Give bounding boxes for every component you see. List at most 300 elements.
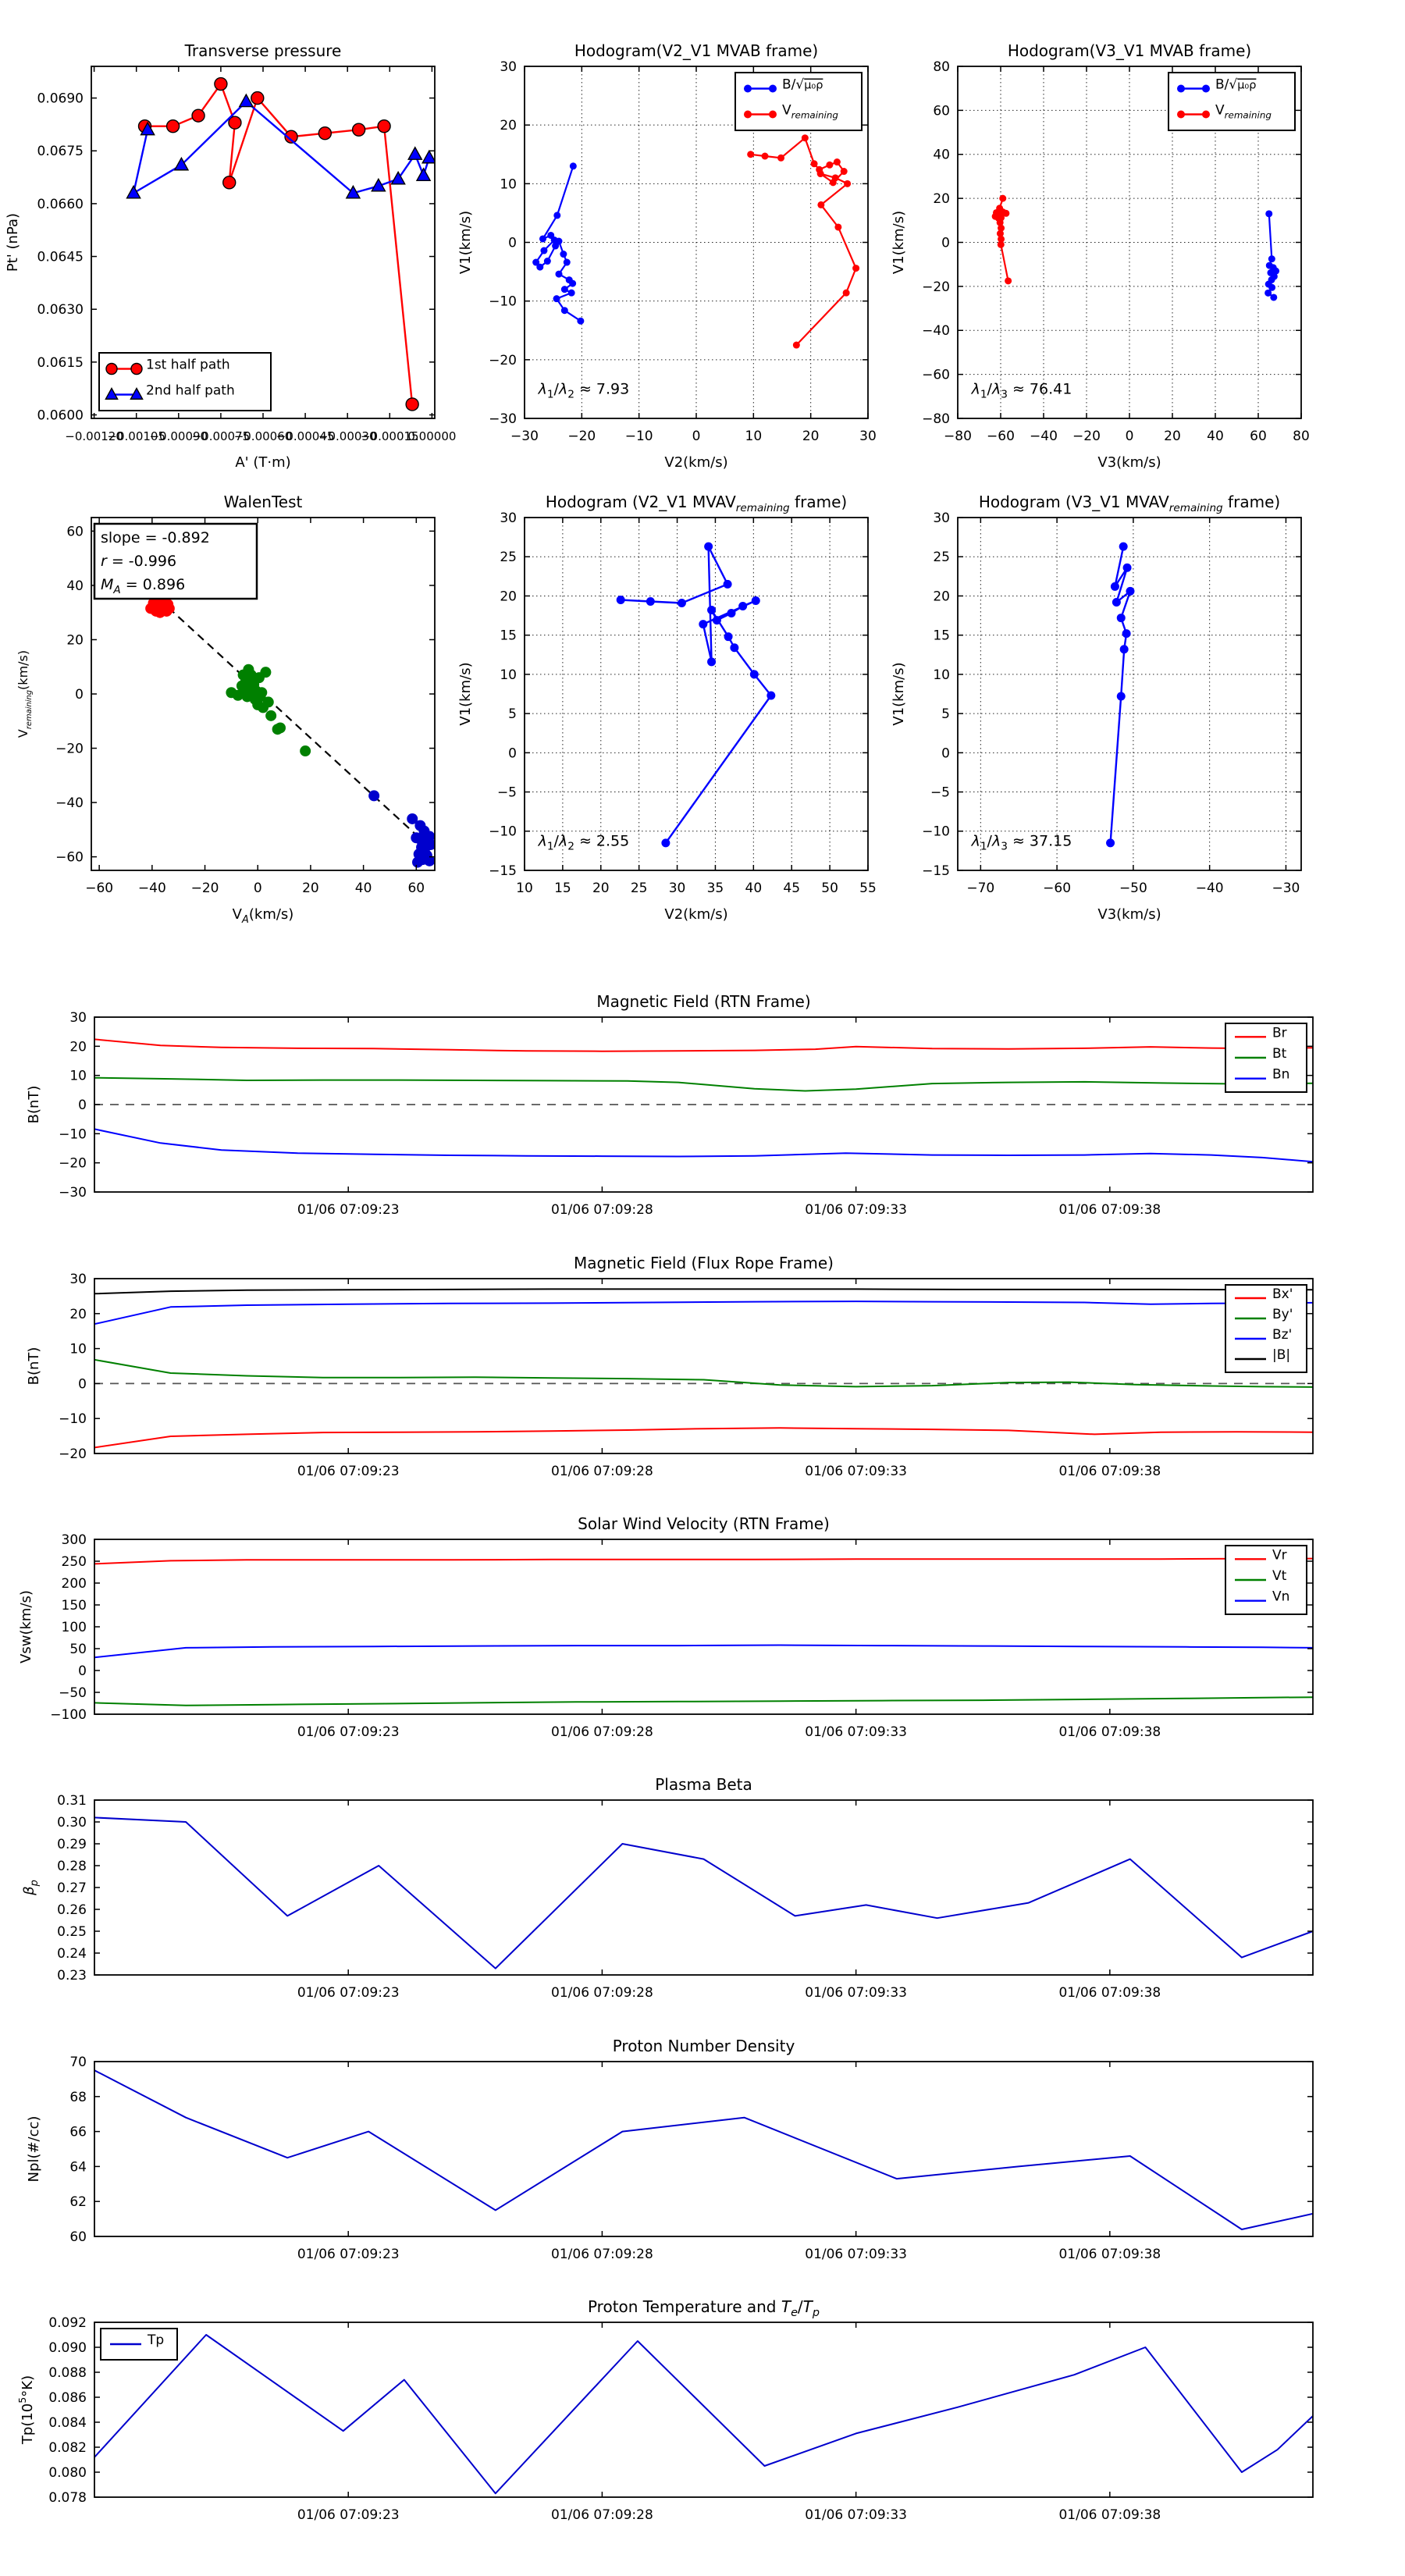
- y-tick-label: −80: [922, 411, 950, 427]
- y-tick-label: 10: [69, 1341, 87, 1357]
- y-tick-label: 0.28: [57, 1858, 87, 1874]
- series-line-B-mag: [94, 1289, 1313, 1293]
- x-tick-label: −0.00105: [107, 429, 166, 443]
- data-point-marker: [1177, 85, 1185, 93]
- x-tick-label: −80: [944, 429, 972, 444]
- y-axis-label: Npl(#/cc): [26, 2115, 42, 2183]
- data-point-marker: [417, 169, 430, 180]
- y-tick-label: −60: [55, 849, 84, 866]
- y-tick-label: 150: [61, 1597, 87, 1614]
- axes-spines: [94, 2062, 1313, 2236]
- data-point-marker: [223, 176, 236, 189]
- data-point-marker: [777, 155, 784, 162]
- y-tick-label: −40: [55, 795, 84, 812]
- x-axis-label: V3(km/s): [1097, 454, 1161, 471]
- x-tick-label: 40: [745, 881, 763, 896]
- x-axis-label: V3(km/s): [1097, 906, 1161, 923]
- data-point-marker: [1117, 692, 1126, 701]
- plot-magnetic-field-rtn: [26, 992, 1313, 1218]
- annotation-text: $\lambda_1/\lambda_2 \approx 2.55$: [538, 832, 630, 853]
- x-tick-label: −30: [510, 429, 539, 444]
- legend-label: Bx': [1272, 1286, 1293, 1302]
- y-axis-label: Pt' (nPa): [5, 212, 21, 272]
- data-point-marker: [1202, 85, 1210, 93]
- plot-title: Hodogram (V2_V1 $MVAV_{remaining}$ frame): [545, 493, 848, 514]
- x-tick-label: 30: [859, 429, 877, 444]
- x-tick-label: 60: [1250, 429, 1267, 444]
- x-tick-label: −70: [966, 881, 995, 896]
- data-point-marker: [738, 602, 747, 610]
- data-point-marker: [699, 620, 707, 628]
- x-tick-label: 01/06 07:09:38: [1058, 1464, 1161, 1479]
- plot-magnetic-field-flux-rope: [26, 1254, 1313, 1479]
- data-point-marker: [999, 195, 1006, 202]
- x-tick-label: 01/06 07:09:38: [1058, 1985, 1161, 2001]
- series-line-Vt: [94, 1697, 1313, 1706]
- plot-title: Magnetic Field (RTN Frame): [596, 992, 811, 1011]
- x-tick-label: 20: [802, 429, 820, 444]
- y-tick-label: 10: [500, 667, 517, 683]
- y-tick-label: 20: [66, 632, 84, 649]
- x-tick-label: 20: [1164, 429, 1181, 444]
- data-point-marker: [164, 603, 175, 614]
- y-tick-label: 0: [75, 686, 84, 703]
- data-point-marker: [747, 151, 754, 158]
- data-point-marker: [707, 657, 716, 666]
- y-tick-label: 0.0630: [37, 302, 84, 318]
- x-axis-label: $V_A(km/s)$: [232, 906, 294, 926]
- data-point-marker: [1268, 255, 1275, 262]
- data-point-marker: [852, 265, 859, 272]
- data-point-marker: [561, 307, 568, 314]
- y-tick-label: −30: [59, 1184, 87, 1201]
- data-point-marker: [570, 162, 577, 169]
- y-tick-label: 62: [69, 2194, 87, 2211]
- x-tick-label: −0.00075: [191, 429, 251, 443]
- data-point-marker: [378, 120, 390, 133]
- y-tick-label: 20: [933, 191, 950, 208]
- data-point-marker: [744, 85, 752, 93]
- data-point-marker: [998, 241, 1005, 248]
- data-point-marker: [1270, 294, 1277, 301]
- data-point-marker: [1264, 290, 1272, 297]
- data-point-marker: [793, 342, 800, 349]
- legend-label: Bn: [1272, 1066, 1290, 1083]
- y-tick-label: 40: [66, 578, 84, 594]
- plot-proton-temperature: [16, 2297, 1313, 2523]
- y-tick-label: 30: [500, 59, 517, 75]
- data-point-marker: [1005, 277, 1012, 284]
- y-tick-label: 0.080: [48, 2464, 87, 2481]
- series-group: [94, 2335, 1313, 2493]
- x-tick-label: −40: [137, 881, 166, 896]
- y-tick-label: 70: [69, 2054, 87, 2070]
- series-line-Vr: [94, 1559, 1313, 1564]
- y-axis-label: V1(km/s): [457, 210, 474, 275]
- plot-solar-wind-velocity: [18, 1514, 1313, 1740]
- data-point-marker: [744, 111, 752, 119]
- data-point-marker: [1119, 543, 1128, 551]
- y-tick-label: 0.25: [57, 1923, 87, 1940]
- series-line-Bt: [94, 1078, 1313, 1091]
- series-group: [94, 1039, 1313, 1162]
- y-tick-label: 20: [933, 589, 950, 605]
- data-point-marker: [556, 271, 563, 278]
- annotation-text: slope = -0.892: [101, 529, 210, 546]
- data-point-marker: [1202, 111, 1210, 119]
- legend: [735, 73, 862, 130]
- data-point-marker: [834, 223, 841, 230]
- data-point-marker: [678, 599, 686, 607]
- y-tick-label: 0.0660: [37, 196, 84, 212]
- data-point-marker: [713, 616, 721, 624]
- x-tick-label: 01/06 07:09:33: [805, 1724, 907, 1740]
- legend-label: B/√μ₀ρ: [782, 76, 823, 93]
- data-point-marker: [263, 696, 274, 707]
- data-point-marker: [553, 212, 560, 219]
- x-tick-label: 01/06 07:09:28: [551, 2507, 653, 2523]
- legend-label: $V_{remaining}$: [1215, 102, 1272, 121]
- y-tick-label: −10: [59, 1126, 87, 1143]
- y-tick-label: 15: [933, 628, 950, 644]
- x-tick-label: 45: [783, 881, 801, 896]
- x-tick-label: −0.00030: [318, 429, 377, 443]
- y-tick-label: 10: [933, 667, 950, 683]
- x-tick-label: −30: [1272, 881, 1300, 896]
- data-point-marker: [131, 364, 142, 375]
- legend: [1225, 1546, 1307, 1614]
- data-point-marker: [167, 120, 180, 133]
- data-point-marker: [1106, 838, 1115, 847]
- legend-label: $V_{remaining}$: [782, 102, 838, 121]
- plot-proton-number-density: [26, 2037, 1313, 2262]
- y-tick-label: 200: [61, 1575, 87, 1592]
- data-point-marker: [300, 745, 311, 756]
- y-tick-label: 0.0600: [37, 407, 84, 424]
- series-group: [992, 195, 1279, 301]
- series-group: [617, 543, 776, 848]
- data-point-marker: [762, 153, 769, 160]
- y-tick-label: 0: [78, 1663, 87, 1679]
- data-point-marker: [727, 609, 735, 617]
- x-tick-label: 40: [354, 881, 372, 896]
- y-tick-label: 30: [500, 510, 517, 526]
- y-tick-label: −5: [496, 785, 517, 801]
- series-group: [94, 2070, 1313, 2229]
- data-point-marker: [811, 160, 818, 167]
- y-tick-label: 0: [508, 235, 517, 251]
- x-tick-label: −0.00120: [65, 429, 123, 443]
- y-axis-label: B(nT): [26, 1347, 42, 1386]
- y-tick-label: 0.078: [48, 2489, 87, 2506]
- y-tick-label: 0.0690: [37, 91, 84, 107]
- data-point-marker: [769, 85, 777, 93]
- legend-label: Vn: [1272, 1589, 1290, 1605]
- data-point-marker: [368, 790, 379, 801]
- data-point-marker: [661, 838, 670, 847]
- y-tick-label: 25: [500, 550, 517, 566]
- legend-label: Vr: [1272, 1547, 1287, 1564]
- x-tick-label: 01/06 07:09:38: [1058, 2247, 1161, 2262]
- x-tick-label: 35: [706, 881, 724, 896]
- annotation-text: r = -0.996: [101, 553, 177, 570]
- legend-label: 1st half path: [146, 357, 230, 373]
- y-tick-label: −30: [489, 411, 517, 427]
- y-tick-label: 80: [933, 59, 950, 75]
- legend-label: B/√μ₀ρ: [1215, 76, 1257, 93]
- data-point-marker: [556, 237, 563, 244]
- x-tick-label: 01/06 07:09:38: [1058, 1202, 1161, 1218]
- y-tick-label: 0.0645: [37, 249, 84, 265]
- x-tick-label: 55: [859, 881, 877, 896]
- series-line-v-path: [621, 546, 771, 843]
- y-tick-label: −40: [922, 323, 950, 340]
- data-point-marker: [192, 109, 205, 122]
- series-line-2nd half path: [133, 101, 429, 193]
- data-point-marker: [617, 596, 625, 604]
- plot-hodogram-v2v1-mvab: [457, 41, 877, 471]
- data-point-marker: [1122, 629, 1131, 638]
- axes-spines: [94, 1539, 1313, 1714]
- x-tick-label: −0.00060: [233, 429, 293, 443]
- y-tick-label: 25: [933, 550, 950, 566]
- x-tick-label: 01/06 07:09:23: [297, 1202, 400, 1218]
- x-tick-label: 0: [1125, 429, 1134, 444]
- y-tick-label: −20: [59, 1446, 87, 1462]
- legend: [1225, 1023, 1307, 1092]
- data-point-marker: [215, 78, 227, 91]
- x-tick-label: −0.00090: [149, 429, 208, 443]
- y-tick-label: 60: [933, 103, 950, 119]
- data-point-marker: [843, 290, 850, 297]
- data-point-marker: [106, 364, 117, 375]
- plot-hodogram-v2v1-mvav: [457, 493, 877, 923]
- x-tick-label: 01/06 07:09:38: [1058, 1724, 1161, 1740]
- x-tick-label: 01/06 07:09:23: [297, 1464, 400, 1479]
- x-tick-label: 15: [554, 881, 571, 896]
- series-group: [94, 1817, 1313, 1968]
- y-tick-label: −20: [59, 1155, 87, 1172]
- data-point-marker: [251, 92, 264, 105]
- series-group: [94, 1559, 1313, 1706]
- data-point-marker: [265, 710, 276, 721]
- y-tick-label: −10: [59, 1411, 87, 1428]
- y-tick-label: 0.088: [48, 2364, 87, 2381]
- y-tick-label: 0.27: [57, 1880, 87, 1896]
- y-tick-label: 0.0675: [37, 144, 84, 160]
- annotation-text: $\lambda_1/\lambda_2 \approx 7.93$: [538, 380, 630, 401]
- data-point-marker: [260, 667, 271, 678]
- data-point-marker: [750, 670, 759, 678]
- x-tick-label: −10: [624, 429, 653, 444]
- x-tick-label: −40: [1030, 429, 1058, 444]
- series-line-Br: [94, 1039, 1313, 1051]
- x-tick-label: 25: [630, 881, 648, 896]
- y-tick-label: 0.30: [57, 1814, 87, 1831]
- plot-title: Solar Wind Velocity (RTN Frame): [578, 1514, 830, 1533]
- plot-walen-test: [16, 493, 436, 926]
- data-point-marker: [539, 235, 546, 242]
- x-tick-label: 01/06 07:09:23: [297, 2247, 400, 2262]
- x-tick-label: 01/06 07:09:28: [551, 1202, 653, 1218]
- series-line-V-remaining: [751, 138, 856, 345]
- data-point-marker: [544, 258, 551, 265]
- y-tick-label: 20: [69, 1039, 87, 1055]
- x-tick-label: 01/06 07:09:23: [297, 2507, 400, 2523]
- y-tick-label: 0: [941, 745, 950, 762]
- data-point-marker: [826, 162, 833, 169]
- y-axis-label: V1(km/s): [457, 662, 474, 726]
- series-line-Npl: [94, 2070, 1313, 2229]
- data-point-marker: [707, 606, 716, 614]
- series-group: [1106, 543, 1134, 848]
- y-tick-label: 0.084: [48, 2414, 87, 2431]
- y-tick-label: 0.24: [57, 1945, 87, 1962]
- x-tick-label: 60: [407, 881, 425, 896]
- x-tick-label: 01/06 07:09:33: [805, 1464, 907, 1479]
- y-tick-label: 0.0615: [37, 354, 84, 371]
- data-point-marker: [256, 687, 267, 698]
- y-tick-label: −20: [489, 352, 517, 368]
- data-point-marker: [844, 180, 851, 187]
- data-point-marker: [1120, 645, 1129, 653]
- y-tick-label: 60: [66, 524, 84, 540]
- data-point-marker: [560, 251, 567, 258]
- legend-label: Tp: [148, 2332, 165, 2348]
- series-group: [94, 1289, 1313, 1447]
- x-tick-label: 01/06 07:09:28: [551, 1985, 653, 2001]
- y-tick-label: 20: [69, 1306, 87, 1322]
- legend-label: Br: [1272, 1025, 1287, 1041]
- y-tick-label: 0.086: [48, 2389, 87, 2406]
- data-point-marker: [1126, 587, 1134, 596]
- y-tick-label: −100: [50, 1706, 87, 1723]
- x-tick-label: 01/06 07:09:28: [551, 1464, 653, 1479]
- y-axis-label: Vsw(km/s): [18, 1590, 34, 1663]
- y-tick-label: −10: [489, 294, 517, 310]
- y-tick-label: 64: [69, 2159, 87, 2176]
- data-point-marker: [817, 201, 824, 208]
- y-tick-label: 30: [69, 1009, 87, 1026]
- x-tick-label: −0.00015: [360, 429, 419, 443]
- x-tick-label: −60: [1043, 881, 1072, 896]
- y-tick-label: 10: [500, 176, 517, 193]
- annotation-text: $\lambda_1/\lambda_3 \approx 37.15$: [971, 832, 1072, 853]
- plot-hodogram-v3v1-mvab: [891, 41, 1310, 471]
- data-point-marker: [568, 290, 575, 297]
- y-tick-label: 60: [69, 2229, 87, 2245]
- x-tick-label: 20: [302, 881, 319, 896]
- legend-label: By': [1272, 1307, 1293, 1322]
- y-tick-label: 0: [941, 235, 950, 251]
- legend: [99, 353, 271, 411]
- y-tick-label: −60: [922, 367, 950, 383]
- series-group: [110, 554, 436, 868]
- y-axis-label: $V_{remaining}(km/s)$: [16, 649, 34, 738]
- x-tick-label: 01/06 07:09:33: [805, 1985, 907, 2001]
- x-axis-label: V2(km/s): [664, 906, 728, 923]
- x-tick-label: 50: [821, 881, 838, 896]
- x-tick-label: 80: [1293, 429, 1310, 444]
- y-tick-label: 300: [61, 1532, 87, 1548]
- y-tick-label: 0.23: [57, 1967, 87, 1984]
- legend: [1168, 73, 1295, 130]
- legend-label: Bz': [1272, 1327, 1293, 1343]
- legend: [1225, 1285, 1307, 1372]
- plot-plasma-beta: [21, 1775, 1313, 2001]
- data-point-marker: [553, 295, 560, 302]
- plot-title: Transverse pressure: [184, 41, 342, 60]
- data-point-marker: [564, 259, 571, 266]
- plot-title: Proton Temperature and $T_e/T_p$: [587, 2297, 820, 2319]
- y-tick-label: 0: [78, 1097, 87, 1113]
- y-tick-label: 250: [61, 1553, 87, 1570]
- series-line-Vn: [94, 1646, 1313, 1658]
- y-tick-label: 100: [61, 1619, 87, 1635]
- y-axis-label: B(nT): [26, 1085, 42, 1124]
- y-tick-label: 68: [69, 2089, 87, 2105]
- series-line-Tp: [94, 2335, 1313, 2493]
- y-tick-label: 0.26: [57, 1902, 87, 1918]
- y-tick-label: 30: [69, 1271, 87, 1287]
- legend: [101, 2329, 177, 2360]
- x-tick-label: 01/06 07:09:33: [805, 2507, 907, 2523]
- data-point-marker: [767, 692, 775, 700]
- annotation-text: $\lambda_1/\lambda_3 \approx 76.41$: [971, 380, 1072, 401]
- data-point-marker: [817, 170, 824, 177]
- data-point-marker: [752, 596, 760, 605]
- y-tick-label: 0.090: [48, 2339, 87, 2356]
- data-point-marker: [353, 123, 365, 136]
- data-point-marker: [540, 247, 547, 254]
- y-tick-label: −20: [55, 741, 84, 757]
- data-point-marker: [1177, 111, 1185, 119]
- y-axis-label: V1(km/s): [891, 210, 907, 275]
- plot-title: Plasma Beta: [655, 1775, 752, 1794]
- x-tick-label: 40: [1207, 429, 1224, 444]
- annotation-text: $M_A = 0.896$: [101, 576, 186, 596]
- data-point-marker: [1265, 210, 1272, 217]
- data-point-marker: [1112, 598, 1121, 607]
- x-tick-label: −60: [987, 429, 1015, 444]
- data-point-marker: [412, 857, 423, 868]
- y-tick-label: 15: [500, 628, 517, 644]
- data-point-marker: [127, 186, 140, 197]
- data-point-marker: [1117, 614, 1126, 622]
- data-point-marker: [646, 597, 655, 606]
- y-tick-label: 0.29: [57, 1836, 87, 1852]
- data-point-marker: [724, 580, 732, 589]
- x-tick-label: −20: [567, 429, 596, 444]
- series-line-beta-p: [94, 1817, 1313, 1968]
- y-tick-label: 30: [933, 510, 950, 526]
- axes-spines: [94, 1800, 1313, 1975]
- data-point-marker: [240, 94, 253, 106]
- y-tick-label: 0: [508, 745, 517, 762]
- plot-title: Hodogram(V3_V1 MVAB frame): [1007, 41, 1252, 60]
- legend-label: 2nd half path: [146, 382, 235, 399]
- y-tick-label: 66: [69, 2124, 87, 2140]
- y-tick-label: −10: [922, 824, 950, 840]
- x-tick-label: 10: [516, 881, 533, 896]
- y-axis-label: $\beta_p$: [21, 1880, 41, 1895]
- x-tick-label: 30: [668, 881, 686, 896]
- plot-title: Hodogram(V2_V1 MVAB frame): [574, 41, 819, 60]
- y-tick-label: 5: [508, 706, 517, 723]
- data-point-marker: [1111, 582, 1119, 591]
- data-point-marker: [229, 116, 241, 129]
- y-tick-label: 0.082: [48, 2439, 87, 2456]
